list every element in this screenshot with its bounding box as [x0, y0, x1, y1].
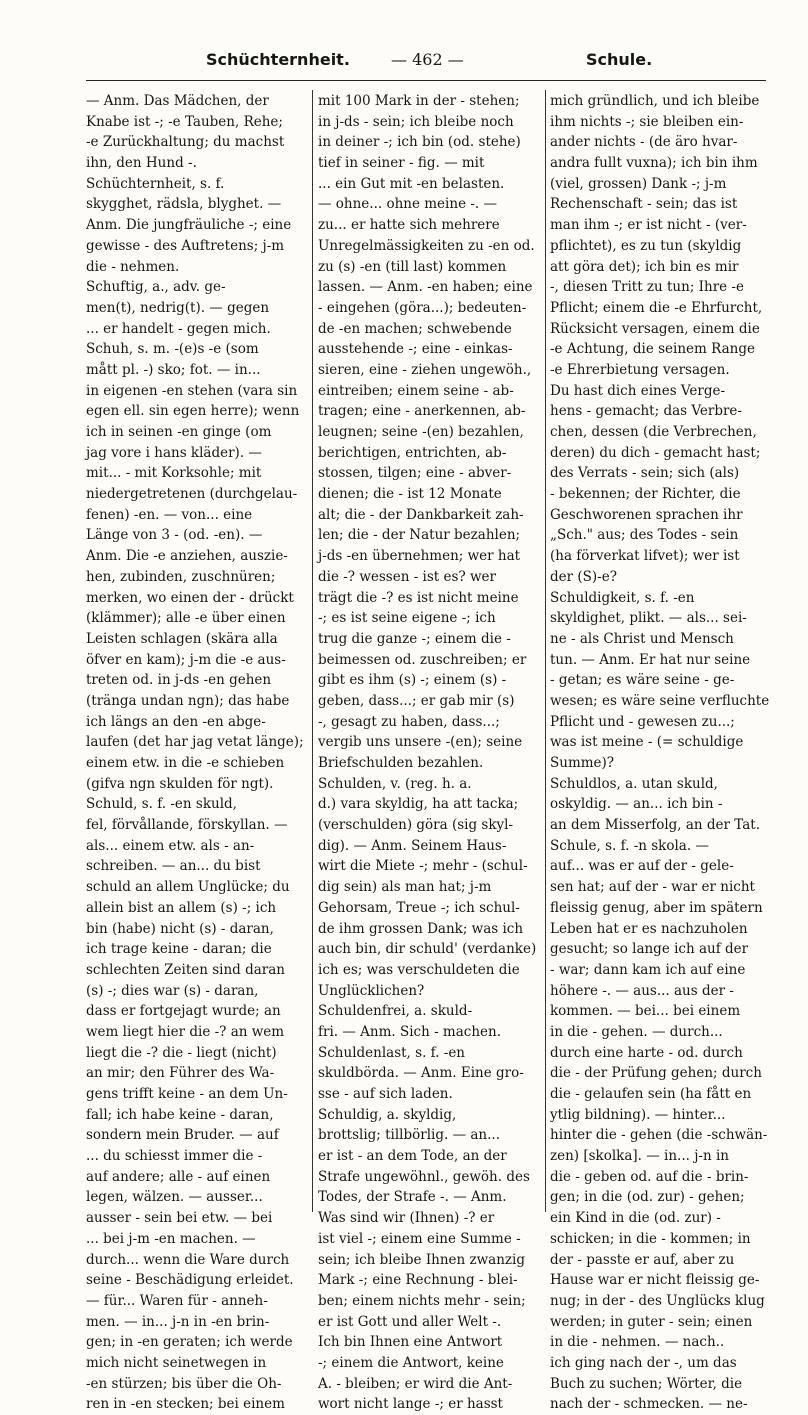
- text-line: -; es ist seine eigene -; ich: [318, 610, 496, 627]
- text-line: de ihm grossen Dank; was ich: [318, 920, 524, 937]
- text-line: laufen (det har jag vetat länge);: [86, 734, 304, 751]
- text-line: Schuldig, a. skyldig,: [318, 1106, 457, 1123]
- text-line: Knabe ist -; -e Tauben, Rehe;: [86, 113, 283, 130]
- text-line: ytlig bildning). — hinter...: [550, 1106, 726, 1123]
- text-line: berichtigen, entrichten, ab-: [318, 444, 507, 461]
- text-line: an dem Misserfolg, an der Tat.: [550, 817, 760, 834]
- text-line: in eigenen -en stehen (vara sin: [86, 382, 298, 399]
- text-line: Du hast dich eines Verge-: [550, 382, 726, 399]
- text-line: er ist Gott und aller Welt -.: [318, 1313, 502, 1330]
- text-line: nach der - schmecken. — ne-: [550, 1396, 748, 1413]
- text-line: in deiner -; ich bin (od. stehe): [318, 134, 521, 151]
- text-line: sieren, eine - ziehen ungewöh.,: [318, 361, 532, 378]
- text-line: schreiben. — an... du bist: [86, 858, 261, 875]
- text-line: (ha förverkat lifvet); wer ist: [550, 548, 740, 565]
- text-line: die - gelaufen sein (ha fått en: [550, 1086, 752, 1102]
- text-line: gesucht; so lange ich auf der: [550, 941, 749, 958]
- text-line: ... du schiesst immer die -: [86, 1148, 263, 1165]
- text-line: öfver en kam); j-m die -e aus-: [86, 651, 286, 668]
- text-line: — für... Waren für - anneh-: [86, 1292, 268, 1309]
- text-line: Todes, der Strafe -. — Anm.: [318, 1189, 507, 1206]
- text-line: zu... er hatte sich mehrere: [318, 217, 500, 234]
- text-line: Leisten schlagen (skära alla: [86, 630, 278, 647]
- text-line: niedergetretenen (durchgelau-: [86, 486, 298, 503]
- text-line: ich längs an den -en abge-: [86, 713, 266, 730]
- text-line: stossen, tilgen; eine - abver-: [318, 465, 512, 482]
- text-line: in die - gehen. — durch...: [550, 1023, 723, 1040]
- text-line: ich ging nach der -, um das: [550, 1354, 737, 1371]
- text-line: -e Zurückhaltung; du machst: [86, 134, 285, 151]
- text-column-2: [318, 91, 540, 1413]
- text-line: wesen; es wäre seine verfluchte: [550, 692, 770, 709]
- text-line: lassen. — Anm. -en haben; eine: [318, 279, 533, 296]
- text-line: „Sch." aus; des Todes - sein: [550, 527, 739, 544]
- text-line: d.) vara skyldig, ha att tacka;: [318, 796, 519, 813]
- text-line: Buch zu suchen; Wörter, die: [550, 1375, 743, 1392]
- text-line: (viel, grossen) Dank -; j-m: [550, 175, 727, 192]
- text-line: ... bei j-m -en machen. —: [86, 1230, 256, 1247]
- text-line: ihn, den Hund -.: [86, 155, 197, 172]
- text-line: skygghet, rädsla, blyghet. —: [86, 196, 282, 213]
- text-line: seine - Beschädigung erleidet.: [86, 1272, 294, 1289]
- text-line: chen, dessen (die Verbrechen,: [550, 424, 757, 440]
- text-line: Unglücklichen?: [318, 982, 425, 999]
- text-line: Hause war er nicht fleissig ge-: [550, 1272, 760, 1289]
- text-line: durch eine harte - od. durch: [550, 1044, 743, 1061]
- text-line: in die - nehmen. — nach..: [550, 1334, 725, 1351]
- text-line: — Anm. Das Mädchen, der: [86, 93, 269, 109]
- text-line: de -en machen; schwebende: [318, 320, 512, 337]
- text-line: sondern mein Bruder. — auf: [86, 1127, 279, 1144]
- text-line: man ihm -; er ist nicht - (ver-: [550, 217, 747, 234]
- text-line: -e Ehrerbietung versagen.: [550, 361, 730, 378]
- text-line: Schuftig, a., adv. ge-: [86, 279, 226, 296]
- text-line: des Verrats - sein; sich (als): [550, 465, 740, 482]
- text-line: (tränga undan ngn); das habe: [86, 692, 290, 709]
- text-line: tragen; eine - anerkennen, ab-: [318, 403, 526, 420]
- text-line: len; die - der Natur bezahlen;: [318, 527, 521, 544]
- text-line: leugnen; seine -(en) bezahlen,: [318, 424, 524, 440]
- text-line: nug; in der - des Unglücks klug: [550, 1292, 765, 1309]
- text-line: Briefschulden bezahlen.: [318, 755, 484, 771]
- text-line: Schule, s. f. -n skola. —: [550, 837, 709, 854]
- text-line: Was sind wir (Ihnen) -? er: [318, 1210, 495, 1227]
- text-line: fel, förvållande, förskyllan. —: [86, 817, 288, 834]
- text-line: gens trifft keine - an dem Un-: [86, 1086, 288, 1102]
- text-line: ich in seinen -en ginge (om: [86, 424, 272, 440]
- text-line: legen, wälzen. — ausser...: [86, 1189, 263, 1206]
- text-line: pflichtet), es zu tun (skyldig: [550, 237, 742, 254]
- text-column-1: [86, 91, 306, 1413]
- text-line: gewisse - des Auftretens; j-m: [86, 237, 285, 254]
- text-line: j-ds -en übernehmen; wer hat: [318, 548, 521, 565]
- text-line: Schulden, v. (reg. h. a.: [318, 775, 472, 792]
- text-line: er ist - an dem Tode, an der: [318, 1148, 507, 1165]
- text-line: liegt die -? die - liegt (nicht): [86, 1044, 277, 1061]
- text-line: Summe)?: [550, 755, 615, 771]
- header-left-keyword: Schüchternheit.: [206, 50, 350, 69]
- text-line: schicken; in die - kommen; in: [550, 1230, 751, 1247]
- text-line: auch bin, dir schuld' (verdanke): [318, 941, 537, 958]
- text-line: skyldighet, plikt. — als... sei-: [550, 610, 747, 627]
- text-line: die - der Prüfung gehen; durch: [550, 1065, 762, 1082]
- text-line: Schuldigkeit, s. f. -en: [550, 589, 695, 606]
- text-line: ihm nichts -; sie bleiben ein-: [550, 113, 744, 130]
- text-line: fri. — Anm. Sich - machen.: [318, 1023, 502, 1040]
- text-line: mit... - mit Korksohle; mit: [86, 465, 262, 482]
- text-line: geben, dass...; er gab mir (s): [318, 692, 515, 709]
- text-line: alt; die - der Dankbarkeit zah-: [318, 506, 524, 523]
- text-line: mått pl. -) sko; fot. — in...: [86, 361, 261, 378]
- text-line: hinter die - gehen (die -schwän-: [550, 1127, 768, 1144]
- text-line: Pflicht und - gewesen zu...;: [550, 713, 735, 730]
- text-line: ne - als Christ und Mensch: [550, 630, 734, 647]
- text-line: A. - bleiben; er wird die Ant-: [318, 1375, 513, 1392]
- text-line: - bekennen; der Richter, die: [550, 486, 741, 503]
- text-line: — ohne... ohne meine -. —: [318, 196, 497, 213]
- text-line: die - nehmen.: [86, 258, 180, 275]
- text-line: -, diesen Tritt zu tun; Ihre -e: [550, 279, 744, 296]
- text-line: Schuldlos, a. utan skuld,: [550, 775, 718, 792]
- text-line: dig). — Anm. Seinem Haus-: [318, 837, 507, 854]
- text-column-3: [550, 91, 770, 1413]
- text-line: (s) -; dies war (s) - daran,: [86, 982, 259, 999]
- text-line: mit 100 Mark in der - stehen;: [318, 93, 520, 109]
- text-line: die -? wessen - ist es? wer: [318, 568, 496, 585]
- text-line: vergib uns unsere -(en); seine: [318, 734, 523, 751]
- text-line: Schuld, s. f. -en skuld,: [86, 796, 237, 813]
- text-line: allein bist an allem (s) -; ich: [86, 899, 277, 916]
- text-line: trägt die -? es ist nicht meine: [318, 589, 519, 606]
- text-line: deren) du dich - gemacht hast;: [550, 444, 761, 461]
- text-line: Mark -; eine Rechnung - blei-: [318, 1272, 518, 1289]
- text-line: Schuh, s. m. -(e)s -e (som: [86, 341, 259, 358]
- text-line: men. — in... j-n in -en brin-: [86, 1313, 270, 1330]
- text-line: dienen; die - ist 12 Monate: [318, 486, 502, 503]
- text-line: Rücksicht versagen, einem die: [550, 320, 760, 337]
- text-line: auf andere; alle - auf einen: [86, 1168, 271, 1185]
- text-line: kommen. — bei... bei einem: [550, 1003, 741, 1020]
- text-line: -; einem die Antwort, keine: [318, 1354, 504, 1371]
- page-number: — 462 —: [391, 50, 464, 69]
- text-line: Pflicht; einem die -e Ehrfurcht,: [550, 299, 763, 316]
- text-line: sse - auf sich laden.: [318, 1086, 453, 1102]
- text-line: ich trage keine - daran; die: [86, 941, 272, 958]
- text-line: zu (s) -en (till last) kommen: [318, 258, 507, 275]
- text-line: in j-ds - sein; ich bleibe noch: [318, 113, 514, 130]
- text-line: trug die ganze -; einem die -: [318, 630, 511, 647]
- text-line: ander nichts - (de äro hvar-: [550, 134, 738, 151]
- text-line: höhere -. — aus... aus der -: [550, 982, 734, 999]
- text-line: der (S)-e?: [550, 568, 617, 585]
- text-line: oskyldig. — an... ich bin -: [550, 796, 723, 813]
- text-line: eintreiben; einem seine - ab-: [318, 382, 514, 399]
- text-line: Schuldenlast, s. f. -en: [318, 1044, 465, 1061]
- text-line: Rechenschaft - sein; das ist: [550, 196, 738, 213]
- text-line: (verschulden) göra (sig skyl-: [318, 817, 514, 834]
- text-line: die - geben od. auf die - brin-: [550, 1168, 749, 1185]
- text-line: gibt es ihm (s) -; einem (s) -: [318, 672, 507, 689]
- text-line: ich es; was verschuldeten die: [318, 961, 520, 978]
- text-line: ... ein Gut mit -en belasten.: [318, 175, 505, 192]
- text-line: fleissig genug, aber im spätern: [550, 899, 763, 916]
- text-line: -en stürzen; bis über die Oh-: [86, 1375, 282, 1392]
- text-line: merken, wo einen der - drückt: [86, 589, 294, 606]
- text-line: ausstehende -; eine - einkas-: [318, 341, 513, 358]
- text-line: was ist meine - (= schuldige: [550, 734, 744, 751]
- text-line: hens - gemacht; das Verbre-: [550, 403, 742, 420]
- text-line: tief in seiner - fig. — mit: [318, 155, 485, 172]
- header-rule: [86, 80, 766, 81]
- text-line: sen hat; auf der - war er nicht: [550, 879, 755, 896]
- text-line: werden; in guter - sein; einen: [550, 1313, 753, 1330]
- text-line: Länge von 3 - (od. -en). —: [86, 527, 263, 544]
- text-line: ben; einem nichts mehr - sein;: [318, 1292, 526, 1309]
- text-line: ren in -en stecken; bei einem: [86, 1396, 285, 1413]
- text-line: treten od. in j-ds -en gehen: [86, 672, 272, 689]
- text-line: brottslig; tillbörlig. — an...: [318, 1127, 500, 1144]
- text-line: att göra det); ich bin es mir: [550, 258, 739, 275]
- header-right-keyword: Schule.: [586, 50, 653, 69]
- text-line: dass er fortgejagt wurde; an: [86, 1003, 281, 1020]
- text-line: -e Achtung, die seinem Range: [550, 341, 755, 358]
- column-divider: [545, 90, 546, 1212]
- text-line: tun. — Anm. Er hat nur seine: [550, 651, 751, 668]
- text-line: schlechten Zeiten sind daran: [86, 961, 285, 978]
- text-line: - war; dann kam ich auf eine: [550, 961, 746, 978]
- text-line: an mir; den Führer des Wa-: [86, 1065, 275, 1082]
- text-line: bin (habe) nicht (s) - daran,: [86, 920, 274, 937]
- text-line: (gifva ngn skulden för ngt).: [86, 775, 274, 792]
- text-line: ... er handelt - gegen mich.: [86, 320, 271, 337]
- text-line: Anm. Die -e anziehen, auszie-: [86, 548, 288, 565]
- text-line: gen; in die (od. zur) - gehen;: [550, 1189, 745, 1206]
- text-line: dig sein) als man hat; j-m: [318, 879, 492, 896]
- text-line: andra fullt vuxna); ich bin ihm: [550, 155, 758, 172]
- column-divider: [312, 90, 313, 1212]
- text-line: Schüchternheit, s. f.: [86, 175, 225, 192]
- page-header: [86, 50, 766, 80]
- text-line: durch... wenn die Ware durch: [86, 1251, 290, 1268]
- text-line: mich gründlich, und ich bleibe: [550, 93, 760, 109]
- text-line: zen) [skolka]. — in... j-n in: [550, 1148, 729, 1165]
- text-line: Leben hat er es nachzuholen: [550, 920, 748, 937]
- text-line: Gehorsam, Treue -; ich schul-: [318, 899, 520, 916]
- text-line: mich nicht seinetwegen in: [86, 1354, 267, 1371]
- text-line: auf... was er auf der - gele-: [550, 858, 734, 875]
- text-line: skuldbörda. — Anm. Eine gro-: [318, 1065, 524, 1082]
- text-line: beimessen od. zuschreiben; er: [318, 651, 527, 668]
- text-line: - eingehen (göra...); bedeuten-: [318, 299, 527, 316]
- text-line: fenen) -en. — von... eine: [86, 506, 253, 523]
- text-line: egen ell. sin egen herre); wenn: [86, 403, 300, 420]
- text-line: - getan; es wäre seine - ge-: [550, 672, 735, 689]
- text-line: men(t), nedrig(t). — gegen: [86, 299, 270, 316]
- text-line: gen; in -en geraten; ich werde: [86, 1334, 293, 1351]
- text-line: Ich bin Ihnen eine Antwort: [318, 1334, 503, 1351]
- text-line: ist viel -; einem eine Summe -: [318, 1230, 521, 1247]
- text-line: Geschworenen sprachen ihr: [550, 506, 743, 523]
- text-line: (klämmer); alle -e über einen: [86, 610, 286, 627]
- text-line: -, gesagt zu haben, dass...;: [318, 713, 500, 730]
- text-line: Schuldenfrei, a. skuld-: [318, 1003, 473, 1020]
- text-line: ausser - sein bei etw. — bei: [86, 1210, 273, 1227]
- text-line: Unregelmässigkeiten zu -en od.: [318, 237, 535, 254]
- text-line: schuld an allem Unglücke; du: [86, 879, 290, 896]
- text-line: als... einem etw. als - an-: [86, 837, 255, 854]
- text-line: sein; ich bleibe Ihnen zwanzig: [318, 1251, 526, 1268]
- text-line: wort nicht lange -; er hasst: [318, 1396, 503, 1413]
- text-line: wem liegt hier die -? an wem: [86, 1023, 285, 1040]
- text-line: hen, zubinden, zuschnüren;: [86, 568, 276, 585]
- text-line: fall; ich habe keine - daran,: [86, 1106, 274, 1123]
- text-line: jag vore i hans kläder). —: [86, 444, 262, 461]
- text-line: ein Kind in die (od. zur) -: [550, 1210, 721, 1227]
- text-line: wirt die Miete -; mehr - (schul-: [318, 858, 528, 875]
- text-line: Anm. Die jungfräuliche -; eine: [86, 217, 292, 234]
- text-line: einem etw. in die -e schieben: [86, 755, 285, 771]
- text-line: Strafe ungewöhnl., gewöh. des: [318, 1168, 530, 1185]
- text-line: der - passte er auf, aber zu: [550, 1251, 735, 1268]
